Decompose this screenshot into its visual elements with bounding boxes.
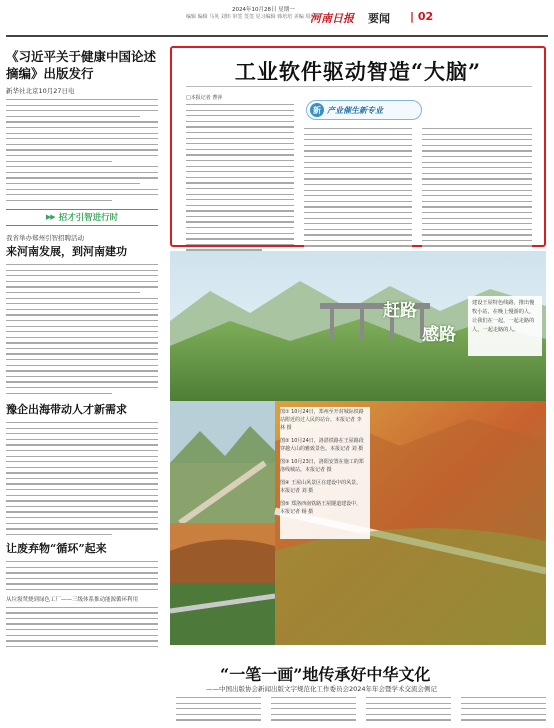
left-column <box>6 48 158 724</box>
story-body-recycle-2 <box>6 607 158 647</box>
photo-caption-3: 图③ 10月23日，洛阳安置在施工的郑洛线城站。本报记者 摄 <box>280 459 364 473</box>
bottom-story-subtitle: ——中国出版协会新闻出版文字规范化工作委员会2024年年会暨学术交流会侧记 <box>206 685 438 693</box>
new-major-badge <box>306 100 422 120</box>
story-body-recycle <box>6 561 158 590</box>
story-body-recruit <box>6 264 158 394</box>
bottom-story-body <box>176 697 546 725</box>
story-kicker-recycle: 从垃圾焚烧到绿色工厂——三级体系推动能源循环利用 <box>6 596 139 603</box>
arrows-icon: ▶▶ <box>45 213 55 222</box>
feature-intro-box: 建设王屋特色线路，推出慢牧小站，在晚上慢游的人，让我们在一起，一起走路的人，一起走路的人。 <box>468 296 542 356</box>
photo-caption-5: 图⑤ 郑洛西南铁路王屋隧道建设中，本报记者 杨 摄 <box>280 501 362 515</box>
lead-body-col-3 <box>422 128 532 257</box>
talent-banner <box>6 209 158 226</box>
story-dateline: 新华社北京10月27日电 <box>6 87 75 95</box>
talent-banner-label: 招才引智进行时 <box>58 213 119 224</box>
page-number: | 02 <box>410 10 434 23</box>
new-badge-icon: 新 <box>310 103 324 117</box>
newspaper-logo: 河南日报 <box>310 12 354 25</box>
issue-date: 2024年10月28日 星期一 <box>232 7 295 13</box>
header-rule <box>6 35 548 37</box>
photo-captions <box>280 408 366 521</box>
story-title-health-china[interactable]: 《习近平关于健康中国论述摘编》出版发行 <box>6 49 157 81</box>
story-title-come-to-henan[interactable]: 来河南发展，到河南建功 <box>6 244 127 258</box>
bottom-story-title[interactable]: “一笔一画”地传承好中华文化 <box>220 665 431 684</box>
photo-caption-4: 图④ 王屋山风景区在建设中的风景。本报记者 刘 摄 <box>280 480 362 494</box>
story-title-recycle[interactable]: 让废弃物“循环”起来 <box>6 542 107 556</box>
story-body-health-china <box>6 99 158 201</box>
lead-byline: □本报记者 曹萍 <box>186 95 223 101</box>
lead-story-highlight[interactable] <box>170 46 546 247</box>
section-name: 要闻 <box>368 12 390 25</box>
story-body-overseas <box>6 422 158 535</box>
new-major-badge-label: 产业催生新专业 <box>327 105 383 115</box>
lead-body-col-2 <box>304 128 412 257</box>
feature-title-part2: 感路 <box>422 325 456 345</box>
page-header <box>0 0 554 40</box>
photo-caption-2: 图② 10月24日，洛湛铁路在王屋路段穿越大山的雅致景色。本报记者 刘 摄 <box>280 438 364 452</box>
story-title-overseas[interactable]: 豫企出海带动人才新需求 <box>6 402 127 416</box>
lead-title-rule <box>186 86 532 87</box>
lead-story-title[interactable]: 工业软件驱动智造“大脑” <box>234 59 482 84</box>
photo-caption-1: 图① 10月24日，郑州至开封城际铁路站附近的过人民的站台。本报记者 李林 摄 <box>280 409 364 431</box>
editor-line: 编辑 编辑 马英 刘炜 审签 签签 见习编辑 韩培培 美编 周琪琪 <box>186 14 321 20</box>
feature-title-part1: 赶路 <box>383 301 417 321</box>
story-kicker-recruit: 我省举办郑州引智招聘活动 <box>6 233 84 242</box>
lead-body-col-1 <box>186 104 294 255</box>
